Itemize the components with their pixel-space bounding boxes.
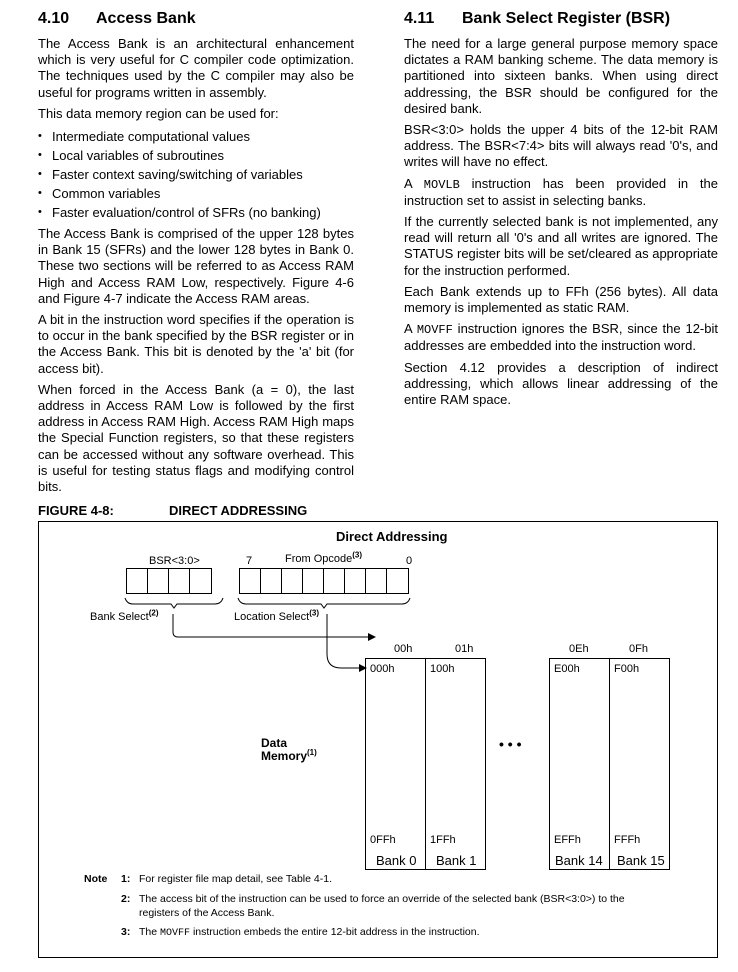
- data-memory-text: Memory: [261, 749, 308, 763]
- bank-1-end: 1FFh: [430, 834, 456, 846]
- code-movff: MOVFF: [160, 928, 191, 939]
- note-1-number: 1:: [121, 873, 131, 885]
- paragraph: If the currently selected bank is not implemented, any read will return all '0's and all writes are ignored. The STATUS register bits will be set/cleared as appropriate for the instruction performed.: [404, 214, 718, 278]
- data-memory-line1: Data: [261, 736, 288, 750]
- text: A: [404, 175, 424, 191]
- opcode-lsb: 0: [406, 555, 413, 567]
- ellipsis-icon: • • •: [499, 736, 522, 752]
- usage-list: [38, 127, 354, 222]
- section-number: 4.11: [404, 10, 435, 27]
- list-item: • Intermediate computational values: [38, 127, 354, 146]
- section-title: Access Bank: [96, 10, 196, 27]
- paragraph: [404, 321, 718, 354]
- code-movlb: MOVLB: [423, 177, 460, 192]
- paragraph: The Access Bank is comprised of the upper 128 bytes in Bank 15 (SFRs) and the lower 128 bytes in Bank 0. These two sections will be referred to as Access RAM High and Access RAM Low, respectively. Figure 4-6 and Figure 4-7 indicate the Access RAM areas.: [38, 226, 354, 306]
- bank-15-label: Bank 15: [617, 853, 665, 868]
- section-4-10: [38, 8, 354, 500]
- bank-1-label: Bank 1: [436, 853, 477, 868]
- bsr-label: BSR<3:0>: [149, 555, 200, 567]
- section-4-11: [404, 8, 718, 413]
- note-1-text: For register file map detail, see Table 4-1.: [139, 873, 332, 885]
- paragraph: The need for a large general purpose memory space dictates a RAM banking scheme. The data memory is partitioned into sixteen banks. When using direct addressing, the BSR should be configured for the desired bank.: [404, 36, 718, 116]
- paragraph: [404, 176, 718, 209]
- bank-14-label: Bank 14: [555, 853, 603, 868]
- footnote-ref: (1): [307, 748, 317, 757]
- text: A: [404, 321, 417, 337]
- bank-14-end: EFFh: [554, 834, 581, 846]
- paragraph: BSR<3:0> holds the upper 4 bits of the 12-bit RAM address. The BSR<7:4> bits will always read '0's, and writes will have no effect.: [404, 122, 718, 170]
- bank-select-label: [90, 608, 159, 623]
- paragraph: Each Bank extends up to FFh (256 bytes). All data memory is implemented as static RAM.: [404, 283, 718, 316]
- paragraph: Section 4.12 provides a description of indirect addressing, which allows linear addressing of the entire RAM space.: [404, 359, 718, 408]
- section-heading-access-bank: [38, 8, 354, 30]
- paragraph: The Access Bank is an architectural enhancement which is very useful for C compiler code optimization. The techniques used by the C compiler may also be useful for programs written in assembly.: [38, 36, 354, 100]
- opcode-text: From Opcode: [285, 553, 353, 565]
- figure-title: DIRECT ADDRESSING: [169, 503, 308, 518]
- paragraph: When forced in the Access Bank (a = 0), the last address in Access RAM Low is followed by the first address in Access RAM High. Access RAM High maps the Special Function registers, so that these registers can be accessed without any software overhead. This is useful for testing status flags and modifying control bits.: [38, 381, 354, 495]
- list-item: • Faster context saving/switching of variables: [38, 165, 354, 184]
- bank-0-end: 0FFh: [370, 834, 396, 846]
- figure-direct-addressing: [38, 521, 718, 958]
- bank-15-bsr-value: 0Fh: [629, 643, 648, 655]
- note-2-number: 2:: [121, 893, 131, 905]
- bank-0-bsr-value: 00h: [394, 643, 413, 655]
- location-select-text: Location Select: [234, 611, 310, 623]
- bank-0-label: Bank 0: [376, 853, 417, 868]
- figure-number: FIGURE 4-8:: [38, 503, 114, 518]
- bank-15-start: F00h: [614, 663, 640, 675]
- list-item: • Common variables: [38, 184, 354, 203]
- list-item: • Local variables of subroutines: [38, 146, 354, 165]
- data-memory-line2: [261, 750, 317, 763]
- text: The: [139, 926, 161, 938]
- paragraph: A bit in the instruction word specifies if the operation is to occur in the bank specified by the BSR register or in the Access Bank. This bit is denoted by the 'a' bit (for access bit).: [38, 312, 354, 376]
- section-title: Bank Select Register (BSR): [462, 10, 671, 27]
- location-select-label: [234, 608, 319, 623]
- text: instruction has been provided in the instruction set to assist in selecting banks.: [404, 175, 718, 208]
- bank-select-text: Bank Select: [90, 611, 149, 623]
- note-3-text: [139, 926, 480, 939]
- footnote-ref: (3): [309, 608, 319, 618]
- footnote-ref: (3): [352, 550, 363, 560]
- section-heading-bsr: [404, 8, 718, 30]
- text: instruction embeds the entire 12-bit address in the instruction.: [190, 926, 480, 938]
- list-item: • Faster evaluation/control of SFRs (no banking): [38, 203, 354, 222]
- footnote-ref: (2): [148, 608, 159, 618]
- note-2-text: The access bit of the instruction can be used to force an override of the selected bank (BSR<3:0>) to the: [139, 893, 625, 905]
- opcode-msb: 7: [246, 555, 253, 567]
- note-3-number: 3:: [121, 926, 131, 938]
- data-memory-label: [261, 737, 317, 763]
- section-number: 4.10: [38, 10, 70, 27]
- code-movff: MOVFF: [416, 323, 453, 338]
- note-2-text-cont: registers of the Access Bank.: [139, 907, 275, 919]
- notes-label: Note: [84, 873, 108, 885]
- bank-0-start: 000h: [370, 663, 395, 675]
- bank-14-start: E00h: [554, 663, 580, 675]
- text: instruction ignores the BSR, since the 12-bit addresses are embedded into the instruction word.: [404, 321, 718, 354]
- bank-1-bsr-value: 01h: [455, 643, 474, 655]
- paragraph: This data memory region can be used for:: [38, 105, 279, 121]
- bank-1-start: 100h: [430, 663, 455, 675]
- bank-14-bsr-value: 0Eh: [569, 643, 589, 655]
- bank-15-end: FFFh: [614, 834, 641, 846]
- figure-caption: [38, 503, 307, 518]
- diagram-title: Direct Addressing: [336, 529, 448, 544]
